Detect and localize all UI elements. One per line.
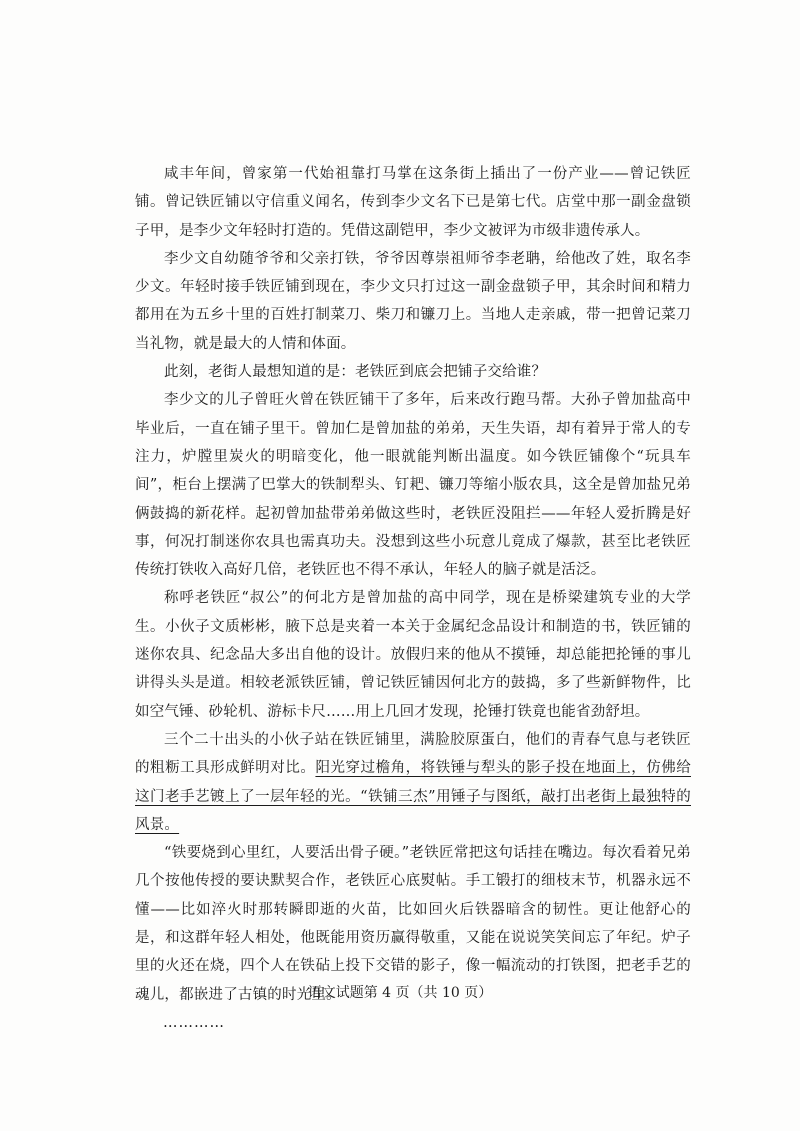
reading-passage [135, 160, 691, 1037]
paragraph-4: 李少文的儿子曾旺火曾在铁匠铺干了多年，后来改行跑马帮。大孙子曾加盐高中毕业后，一直在铺子里干。曾加仁是曾加盐的弟弟，天生失语，却有着异于常人的专注力，炉膛里炭火的明暗变化，他一眼就能判断出温度。如今铁匠铺像个“玩具车间”，柜台上摆满了巴掌大的铁制犁头、钉耙、镰刀等缩小版农具，这全是曾加盐兄弟俩鼓捣的新花样。起初曾加盐带弟弟做这些时，老铁匠没阻拦——年轻人爱折腾是好事，何况打制迷你农具也需真功夫。没想到这些小玩意儿竟成了爆款，甚至比老铁匠传统打铁收入高好几倍，老铁匠也不得不承认，年轻人的脑子就是活泛。 [135, 392, 691, 579]
paragraph-2: 李少文自幼随爷爷和父亲打铁，爷爷因尊崇祖师爷李老聃，给他改了姓，取名李少文。年轻时接手铁匠铺到现在，李少文只打过这一副金盘锁子甲，其余时间和精力都用在为五乡十里的百姓打制菜刀、柴刀和镰刀上。当地人走亲戚，带一把曾记菜刀当礼物，就是最大的人情和体面。 [135, 250, 691, 352]
underlined-sentence: 阳光穿过檐角，将铁锤与犁头的影子投在地面上，仿佛给这门老手艺镀上了一层年轻的光。“铁铺三杰”用锤子与图纸，敲打出老街上最独特的风景。 [135, 760, 691, 833]
continuation-ellipsis: ………… [163, 1014, 225, 1031]
paragraph-7: “铁要烧到心里红，人要活出骨子硬。”老铁匠常把这句话挂在嘴边。每次看着兄弟几个按他传授的要诀默契合作，老铁匠心底熨帖。手工锻打的细枝末节，机器永远不懂——比如淬火时那转瞬即逝的火苗，比如回火后铁器暗含的韧性。更让他舒心的是，和这群年轻人相处，他既能用资历赢得敬重，又能在说说笑笑间忘了年纪。炉子里的火还在烧，四个人在铁砧上投下交错的影子，像一幅流动的打铁图，把老手艺的魂儿，都嵌进了古镇的时光里。 [135, 845, 691, 1003]
paragraph-6 [135, 726, 691, 839]
paragraph-5: 称呼老铁匠“叔公”的何北方是曾加盐的高中同学，现在是桥梁建筑专业的大学生。小伙子文质彬彬，腋下总是夹着一本关于金属纪念品设计和制造的书，铁匠铺的迷你农具、纪念品大多出自他的设计。放假归来的他从不摸锤，却总能把抡锤的事儿讲得头头是道。相较老派铁匠铺，曾记铁匠铺因何北方的鼓捣，多了些新鲜物件，比如空气锤、砂轮机、游标卡尺……用上几回才发现，抡锤打铁竟也能省劲舒坦。 [135, 590, 691, 720]
paragraph-3: 此刻，老街人最想知道的是：老铁匠到底会把铺子交给谁？ [164, 364, 547, 381]
paragraph-1: 咸丰年间，曾家第一代始祖靠打马掌在这条街上插出了一份产业——曾记铁匠铺。曾记铁匠铺以守信重义闻名，传到李少文名下已是第七代。店堂中那一副金盘锁子甲，是李少文年轻时打造的。凭借这副铠甲，李少文被评为市级非遗传承人。 [135, 166, 691, 239]
page-footer: 语文试题第 4 页（共 10 页） [307, 985, 493, 1001]
paragraph-6-text: 三个二十出头的小伙子站在铁匠铺里，满脸胶原蛋白，他们的青春气息与老铁匠的粗粝工具形成鲜明对比。 [135, 731, 691, 777]
